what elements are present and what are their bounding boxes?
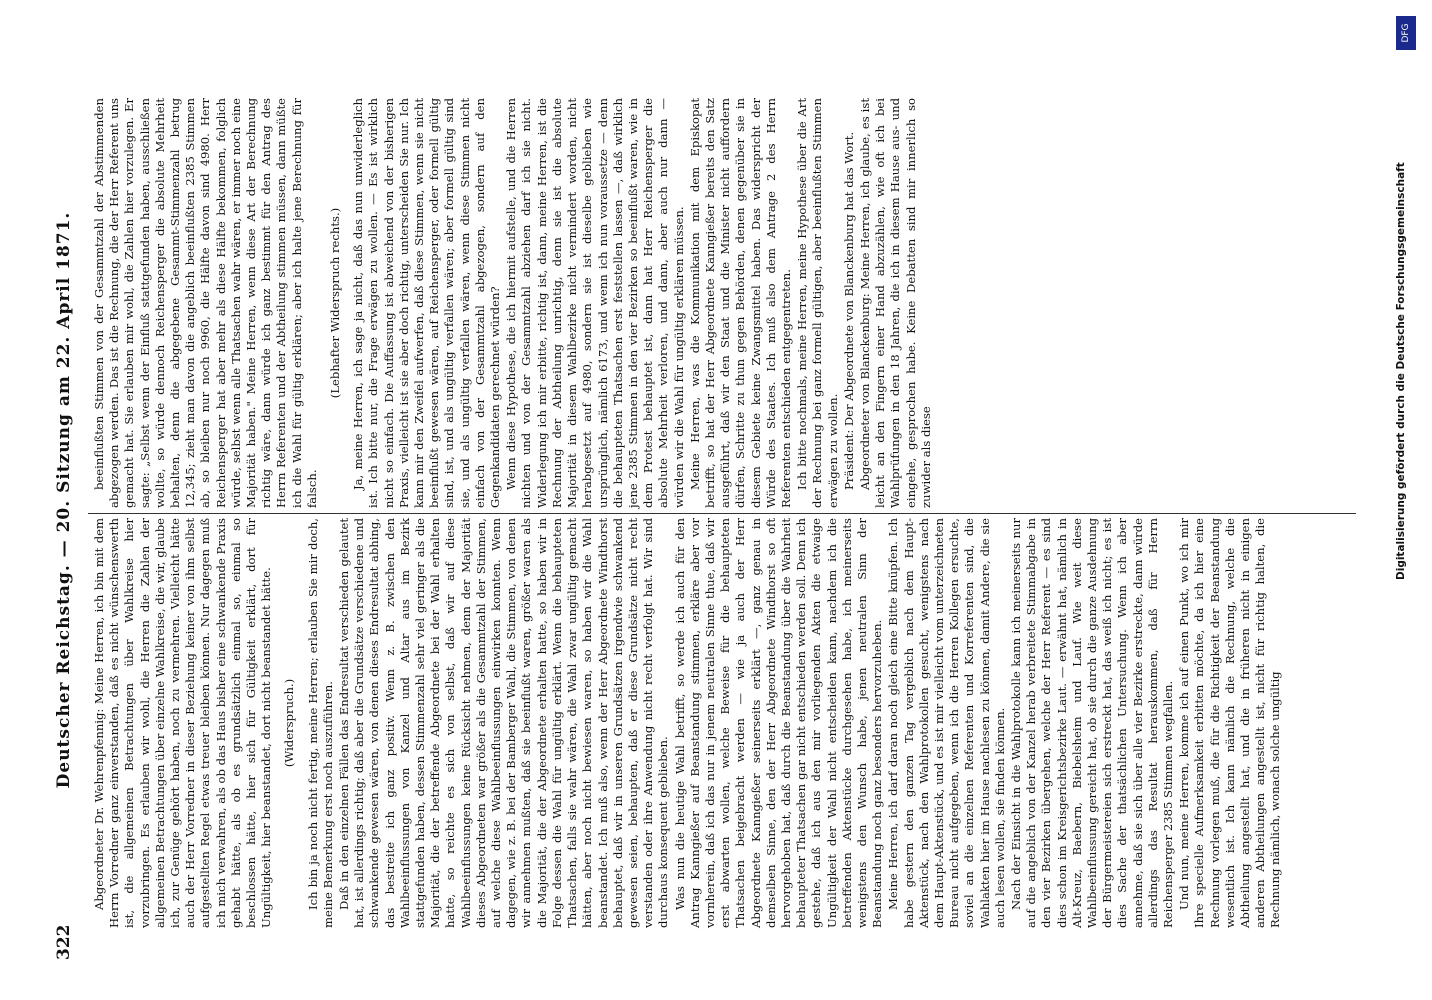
paragraph: Meine Herren, was die Kommunikation mit dem Episkopat betrifft, so hat der Herr Abgeordnete Kanngießer bereits den Satz ausgeführt, daß wir den Staat und die Minister nicht auffordern dürfen, Schritte zu thun gegen Behörden, denen gegenüber sie in diesem Gebiete keine Zwangsmittel haben. Das widerspricht der Würde des Staates. Ich muß also dem Antrage 2 des Herrn Referenten entschieden entgegentreten. — [687, 98, 793, 508]
right-column — [92, 98, 935, 508]
paragraph: Und nun, meine Herren, komme ich auf einen Punkt, wo ich mir Ihre specielle Aufmerksamkeit erbitten möchte, da ich hier eine Rechnung vorlegen muß, die für die Richtigkeit der Beanstandung wesentlich ist. Ich kann nämlich die Rechnung, welche die Abtheilung angestellt hat, und die in früheren nicht in einigen anderen Abtheilungen angestellt ist, nicht für richtig halten, die Rechnung nämlich, wonach solche ungültig — [1177, 518, 1283, 928]
paragraph: Nach der Einsicht in die Wahlprotokolle kann ich meinerseits nur auf die angeblich von der Kanzel herab verbreitete Stimmabgabe in den vier Bezirken übergehen, welche der Herr Referent — es sind dies schon im Kreisgerichtsbezirke Laut. — erwähnt hat, nämlich in Alt-Kreuz, Baebern, Biebelsheim und Lauf. Wie weit diese Wahlbeeinflussung gereicht hat, ob sie durch die ganze Ausdehnung der Bürgermeistereien sich erstreckt hat, das weiß ich nicht; es ist dies Sache der thatsächlichen Untersuchung. Wenn ich aber annehme, daß sie sich über alle vier Bezirke erstreckte, dann würde allerdings das Resultat herauskommen, daß für Herrn Reichensperger 2385 Stimmen wegfallen. — [1008, 518, 1176, 928]
digitization-note: Digitalisierung gefördert durch die Deutsche Forschungsgemeinschaft — [1395, 162, 1407, 580]
page-title: Deutscher Reichstag. — 20. Sitzung am 22. April 1871. — [54, 211, 74, 789]
dfg-badge: DFG — [1396, 16, 1416, 50]
paragraph: Abgeordneter von Blanckenburg: Meine Herren, ich glaube, es ist leicht an den Fingern einer Hand abzuzählen, wie oft ich bei Wahlprüfungen in den 18 Jahren, die ich in diesem Hause aus- und eingehe, gesprochen habe. Keine Debatten sind mir innerlich so zuwider als diese — [857, 98, 933, 508]
interjection: (Lebhafter Widerspruch rechts.) — [328, 207, 343, 399]
paragraph: Daß in den einzelnen Fällen das Endresultat verschieden gelautet hat, ist allerdings richtig; daß aber die Grundsätze verschiedene und schwankende gewesen wären, von denen dieses Endresultat abhing, das bestreite ich ganz positiv. Wenn z. B. zwischen den Wahlbeeinflussungen von Kanzel und Altar aus im Bezirk stattgefunden haben, dessen Stimmenzahl sehr viel geringer als die Majorität, die der betreffende Abgeordnete bei der Wahl erhalten hatte, so reichte es sich von selbst, daß wir auf diese Wahlbeeinflussungen keine Rücksicht nehmen, denn der Majorität dieses Abgeordneten war größer als die Gesammtzahl der Stimmen, auf welche diese Wahlbeeinflussungen einwirken konnten. Wenn dagegen, wie z. B. bei der Bamberger Wahl, die Stimmen, von denen wir annehmen mußten, daß sie beeinflußt waren, größer waren als die Majorität, die der Abgeordnete erhalten hatte, so haben wir in Folge dessen die Wahl für ungültig erklärt. Wenn die behaupteten Thatsachen, falls sie wahr wären, die Wahl zwar ungültig gemacht hätten, aber noch nicht bewiesen waren, so haben wir die Wahl beanstandet. Ich muß also, wenn der Herr Abgeordnete Windthorst behauptet, daß wir in unseren Grundsätzen irgendwie schwankend gewesen seien, behaupten, daß er diese Grundsätze nicht recht verstanden oder ihre Anwendung nicht recht verfolgt hat. Wir sind durchaus konsequent geblieben. — [337, 518, 671, 928]
paragraph: Abgeordneter Dr. Wehrenpfennig: Meine Herren, ich bin mit dem Herrn Vorredner ganz einverstanden, daß es nicht wünschenswerth ist, die allgemeinen Betrachtungen über Wahlkreise hier vorzubringen. Es erlauben wir wohl, die Herren die Zahlen der allgemeinen Betrachtungen über einzelne Wahlkreise, die wir, glaube ich, zur Genüge gehört haben, noch zu vermehren. Vielleicht hätte auch der Herr Vorredner in dieser Beziehung keiner von ihm selbst aufgestellten Regel etwas treuer bleiben können. Nur dagegen muß ich mich verwahren, als ob das Haus bisher eine schwankende Praxis gehabt hätte, als ob es grundsätzlich einmal so, einmal so beschlossen hätte, hier sich für Gültigkeit erklärt, dort für Ungültigkeit, hier beanstandet, dort nicht beanstandet hätte. — [92, 518, 274, 928]
paragraph: Meine Herren, ich darf daran noch gleich eine Bitte knüpfen. Ich habe gestern den ganzen Tag vergeblich nach dem Haupt-Aktenstück, nach den Wahlprotokollen gesucht, wenigstens nach dem Haupt-Aktenstück, und es ist mir vielleicht vom unterzeichneten Bureau nicht aufgegeben, wenn ich die Herren Kollegen ersuchte, soviel an die einzelnen Referenten und Korreferenten sind, die Wahlakten hier im Hause nachlesen zu können, damit Andere, die sie auch lesen wollen, sie finden können. — [886, 518, 1007, 928]
paragraph: Wenn diese Hypothese, die ich hiermit aufstelle, und die Herren nichten und von der Gesammtzahl abziehen darf ich sie nicht. Widerlegung ich mir erbitte, richtig ist, dann, meine Herren, ist die Rechnung der Abtheilung unrichtig, denn sie ist die absolute Majorität in diesem Wahlbezirke nicht vermindert worden, nicht herabgesetzt auf 4980, sondern sie ist dieselbe geblieben wie ursprünglich, nämlich 6173, und wenn ich nun voraussetze — denn die behaupteten Thatsachen erst feststellen lassen —, daß wirklich jene 2385 Stimmen in den vier Bezirken so beeinflußt waren, wie in dem Protest behauptet ist, dann hat Herr Reichensperger die absolute Mehrheit verloren, und dann, aber auch nur dann — würden wir die Wahl für ungültig erklären müssen. — [504, 98, 686, 508]
interjection: (Widerspruch.) — [282, 678, 297, 768]
page-header — [50, 40, 80, 960]
paragraph: Präsident: Der Abgeordnete von Blanckenburg hat das Wort. — [841, 131, 856, 490]
page-number: 322 — [54, 924, 74, 960]
left-column — [92, 518, 1285, 928]
paragraph: Ich bin ja noch nicht fertig, meine Herren; erlauben Sie mir doch, meine Bemerkung erst noch auszuführen. — [305, 518, 335, 928]
paragraph: Ja, meine Herren, ich sage ja nicht, daß das nun unwiderleglich ist. Ich bitte nur, die Frage erwägen zu wollen. — Es ist wirklich nicht so einfach. Die Auffassung ist abweichend von der bisherigen Praxis, vielleicht ist sie aber doch richtig, unterscheiden Sie nur. Ich kann mir den Zweifel aufwerfen, daß diese Stimmen, wenn sie nicht beeinflußt gewesen wären, auf Reichensperger, oder formell gültig sind, ist, und als ungültig verfallen wären; aber formell gültig sind sie, und als ungültig verfallen wären, wenn diese Stimmen nicht einfach von der Gesammtzahl abgezogen, sondern auf den Gegenkandidaten gerechnet würden? — [351, 98, 503, 508]
paragraph: Was nun die heutige Wahl betrifft, so werde ich auch für den Antrag Kanngießer auf Beanstandung stimmen, erkläre aber vor vornherein, daß ich das nur in jenem neutralen Sinne thue, daß wir erst abwarten wollen, welche Beweise für die behaupteten Thatsachen beigebracht werden — wie ja auch der Herr Abgeordnete Kanngießer seinerseits erklärt —, ganz genau in demselben Sinne, den der Herr Abgeordnete Windthorst so oft hervorgehoben hat, daß durch die Beanstandung über die Wahrheit behaupteter Thatsachen gar nicht entschieden werden soll. Denn ich gestehe, daß ich aus den mir vorliegenden Akten die etwaige Ungültigkeit der Wahl nicht entscheiden kann, nachdem ich die betreffenden Aktenstücke durchgesehen habe, ich meinerseits wenigstens den Wunsch habe, jenen neutralen Sinn der Beanstandung noch ganz besonders hervorzuheben. — [672, 518, 885, 928]
paragraph: Ich bitte nochmals, meine Herren, meine Hypothese über die Art der Rechnung bei ganz formell gültigen, aber beeinflußten Stimmen erwägen zu wollen. — [795, 98, 840, 508]
column-divider — [88, 513, 1356, 514]
paragraph: beeinflußten Stimmen von der Gesammtzahl der Abstimmenden abgezogen werden. Das ist die Rechnung, die der Herr Referent uns gemacht hat. Sie erlauben mir wohl, die Zahlen hier vorzulegen. Er sagte: „Selbst wenn der Einfluß stattgefunden haben, ausschließen wollte, so würde dennoch Reichensperger die absolute Mehrheit behalten, denn die abgegebene Gesammt-Stimmenzahl betrug 12,345; zieht man davon die angeblich beeinflußten 2385 Stimmen ab, so bleiben nur noch 9960, die Hälfte davon sind 4980. Herr Reichensperger hat aber mehr als diese Hälfte bekommen, folglich würde, selbst wenn alle Thatsachen wahr wären, er immer noch eine Majorität haben." Meine Herren, wenn diese Art der Berechnung richtig wäre, dann würde ich ganz bestimmt für den Antrag des Herrn Referenten und der Abtheilung stimmen müssen, dann müßte ich die Wahl für gültig erklären; aber ich halte jene Berechnung für falsch. — [92, 98, 319, 508]
